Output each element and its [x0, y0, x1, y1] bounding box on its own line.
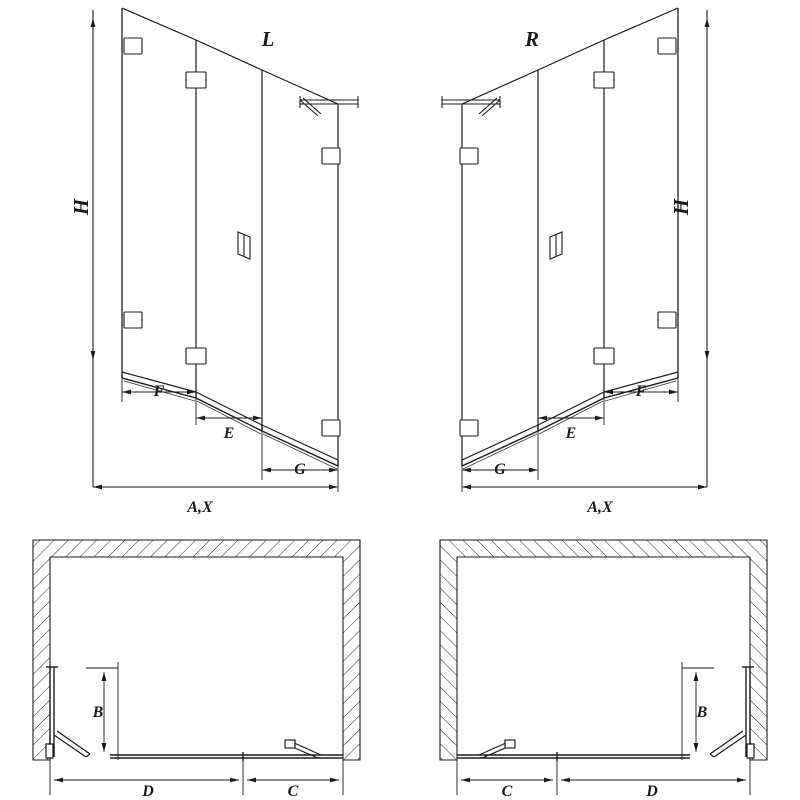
label-f-left: F [153, 383, 165, 400]
label-b-left: B [92, 704, 104, 721]
plan-right-view [440, 540, 767, 795]
label-d-left: D [142, 783, 154, 800]
panel-f-outline [122, 8, 196, 392]
label-c-right: C [501, 783, 513, 800]
label-ax-right: A,X [587, 499, 613, 516]
elevation-right-labels [494, 27, 693, 516]
elevation-left-view [69, 8, 358, 516]
dimension-h-left [69, 18, 93, 360]
label-c-left: C [287, 783, 299, 800]
label-g-left: G [294, 461, 306, 478]
label-g-right: G [494, 461, 506, 478]
elevation-right-view [442, 8, 707, 492]
variant-label-l: L [261, 27, 275, 51]
hinge-set-left [124, 38, 340, 436]
label-b-right: B [696, 704, 708, 721]
plan-right-labels [502, 704, 708, 800]
panel-g-outline [262, 70, 338, 460]
plan-left-view [33, 540, 360, 800]
plan-left-fixed-panel [110, 752, 243, 761]
label-h-right: H [669, 198, 693, 216]
hinge-set-right [460, 38, 676, 436]
door-handle-right [550, 232, 562, 259]
label-f-right: F [635, 383, 647, 400]
door-handle-left [238, 232, 250, 259]
label-h-left: H [69, 198, 93, 216]
plan-left-walls [33, 540, 360, 760]
plan-left-hinge-detail [46, 731, 90, 758]
dimension-dc-left [50, 758, 343, 795]
label-ax-left: A,X [187, 499, 213, 516]
label-e-left: E [223, 425, 235, 442]
stabilizer-bar-right [442, 96, 500, 116]
label-d-right: D [646, 783, 658, 800]
stabilizer-bar-left [300, 96, 358, 116]
panel-e-outline [196, 40, 262, 425]
variant-label-r: R [524, 27, 540, 51]
label-e-right: E [565, 425, 577, 442]
